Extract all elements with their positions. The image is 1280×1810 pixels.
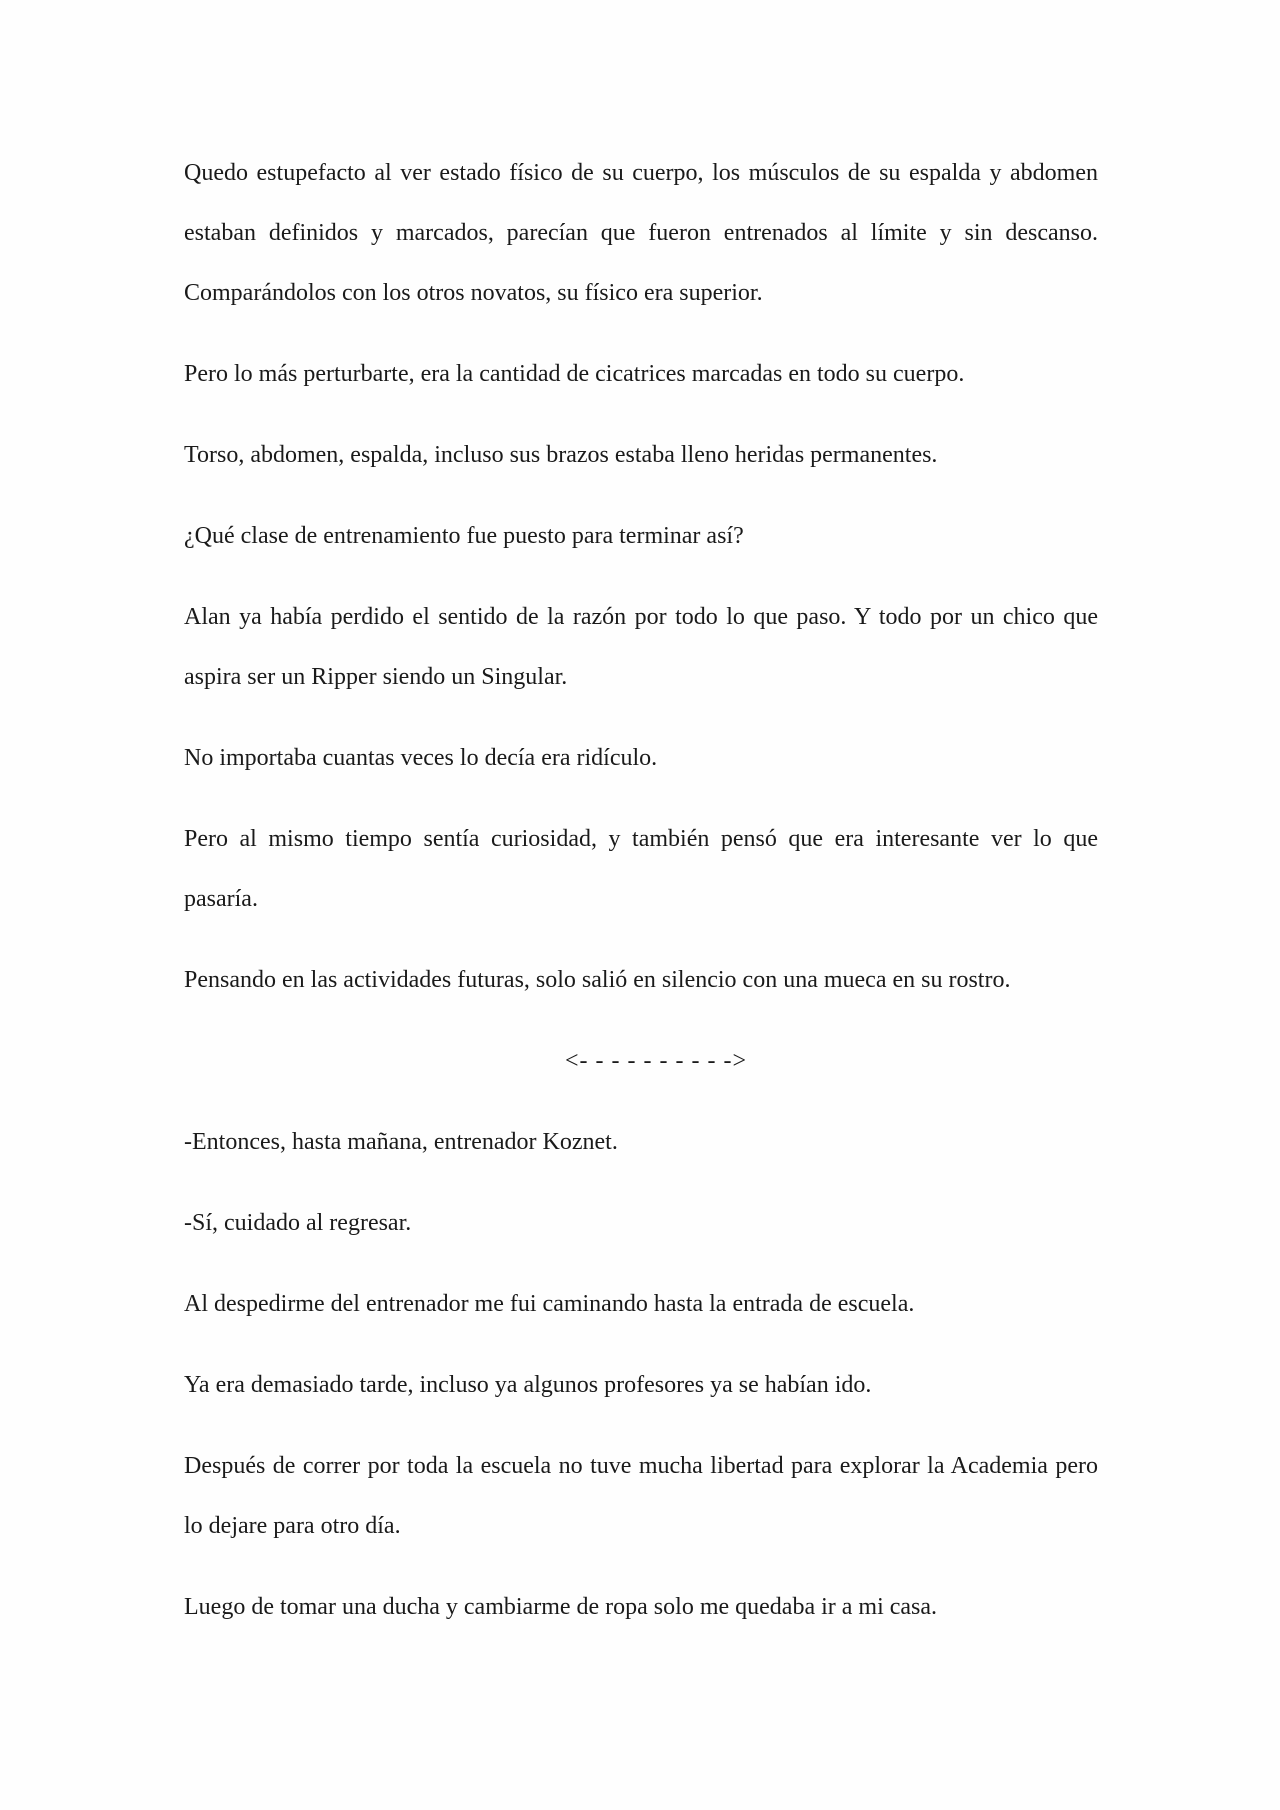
- paragraph: Alan ya había perdido el sentido de la razón por todo lo que paso. Y todo por un chico que aspira ser un Ripper siendo un Singular.: [184, 604, 1098, 690]
- paragraph: Ya era demasiado tarde, incluso ya algunos profesores ya se habían ido.: [184, 1372, 872, 1398]
- paragraph: Quedo estupefacto al ver estado físico de su cuerpo, los músculos de su espalda y abdomen estaban definidos y marcados, parecían que fueron entrenados al límite y sin descanso. Comparándolos con los otros novatos, su físico era superior.: [184, 160, 1098, 306]
- paragraph: No importaba cuantas veces lo decía era ridículo.: [184, 745, 658, 771]
- paragraph: Pensando en las actividades futuras, solo salió en silencio con una mueca en su rostro.: [184, 967, 1011, 993]
- paragraph: Luego de tomar una ducha y cambiarme de ropa solo me quedaba ir a mi casa.: [184, 1594, 938, 1620]
- paragraph: ¿Qué clase de entrenamiento fue puesto para terminar así?: [184, 523, 744, 549]
- scene-separator: <- - - - - - - - - ->: [565, 1048, 747, 1074]
- paragraph: Al despedirme del entrenador me fui caminando hasta la entrada de escuela.: [184, 1291, 915, 1317]
- paragraph: Pero al mismo tiempo sentía curiosidad, y también pensó que era interesante ver lo que pasaría.: [184, 826, 1098, 912]
- paragraph: Pero lo más perturbarte, era la cantidad de cicatrices marcadas en todo su cuerpo.: [184, 361, 965, 387]
- document-body: [184, 143, 1098, 1658]
- paragraph: Torso, abdomen, espalda, incluso sus brazos estaba lleno heridas permanentes.: [184, 442, 938, 468]
- paragraph: Después de correr por toda la escuela no tuve mucha libertad para explorar la Academia pero lo dejare para otro día.: [184, 1453, 1098, 1539]
- paragraph: -Sí, cuidado al regresar.: [184, 1210, 412, 1236]
- paragraph: -Entonces, hasta mañana, entrenador Koznet.: [184, 1129, 618, 1155]
